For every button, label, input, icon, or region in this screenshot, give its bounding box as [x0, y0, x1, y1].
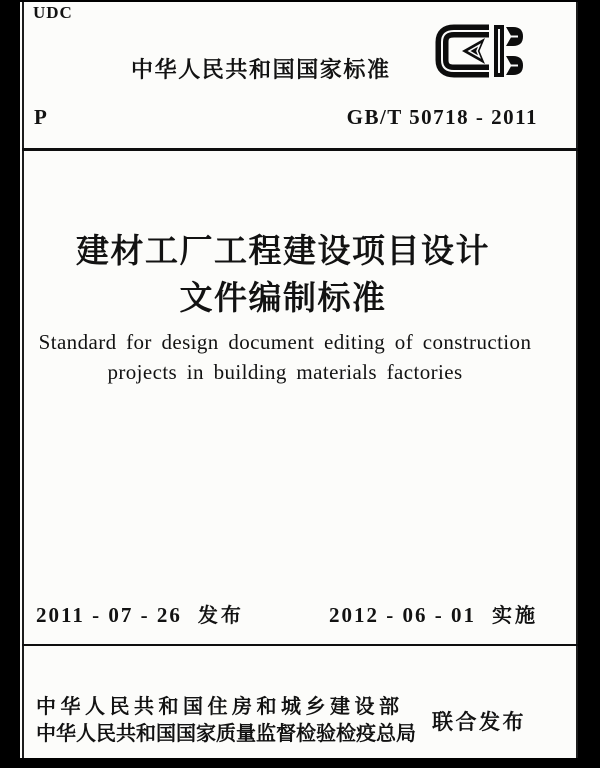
- national-standard-label: 中华人民共和国国家标准: [131, 57, 391, 82]
- footer-divider-line: [22, 644, 578, 646]
- title-chinese-line1: 建材工厂工程建设项目设计: [76, 234, 490, 270]
- scan-edge-left: [0, 0, 20, 768]
- gb-logo-icon: [433, 22, 525, 80]
- effective-date-group: [329, 599, 538, 628]
- publisher-line1: 中华人民共和国住房和城乡建设部: [36, 696, 404, 718]
- header-divider-line: [22, 148, 578, 151]
- publisher-line2: 中华人民共和国国家质量监督检验检疫总局: [36, 723, 416, 745]
- dates-row: [22, 599, 574, 628]
- title-chinese-line2: 文件编制标准: [179, 281, 387, 317]
- scan-edge-bottom: [0, 758, 600, 768]
- scan-edge-right: [578, 0, 600, 768]
- publishers-block: [22, 694, 574, 748]
- joint-release-label: 联合发布: [432, 711, 526, 734]
- issue-label: 发布: [197, 605, 244, 627]
- standard-number: GB/T 50718 - 2011: [346, 105, 538, 129]
- effective-date: 2012 - 06 - 01: [329, 603, 476, 627]
- title-chinese: [22, 229, 574, 323]
- issue-date: 2011 - 07 - 26: [36, 603, 182, 627]
- effective-label: 实施: [492, 605, 538, 627]
- udc-label: UDC: [33, 3, 73, 22]
- title-english-line1: Standard for design document editing of construction: [38, 330, 532, 354]
- classification-code: P: [34, 105, 47, 129]
- title-english: [22, 327, 574, 387]
- title-english-line2: projects in building materials factories: [107, 360, 463, 384]
- publisher-names: [36, 694, 416, 748]
- issue-date-group: [36, 599, 244, 628]
